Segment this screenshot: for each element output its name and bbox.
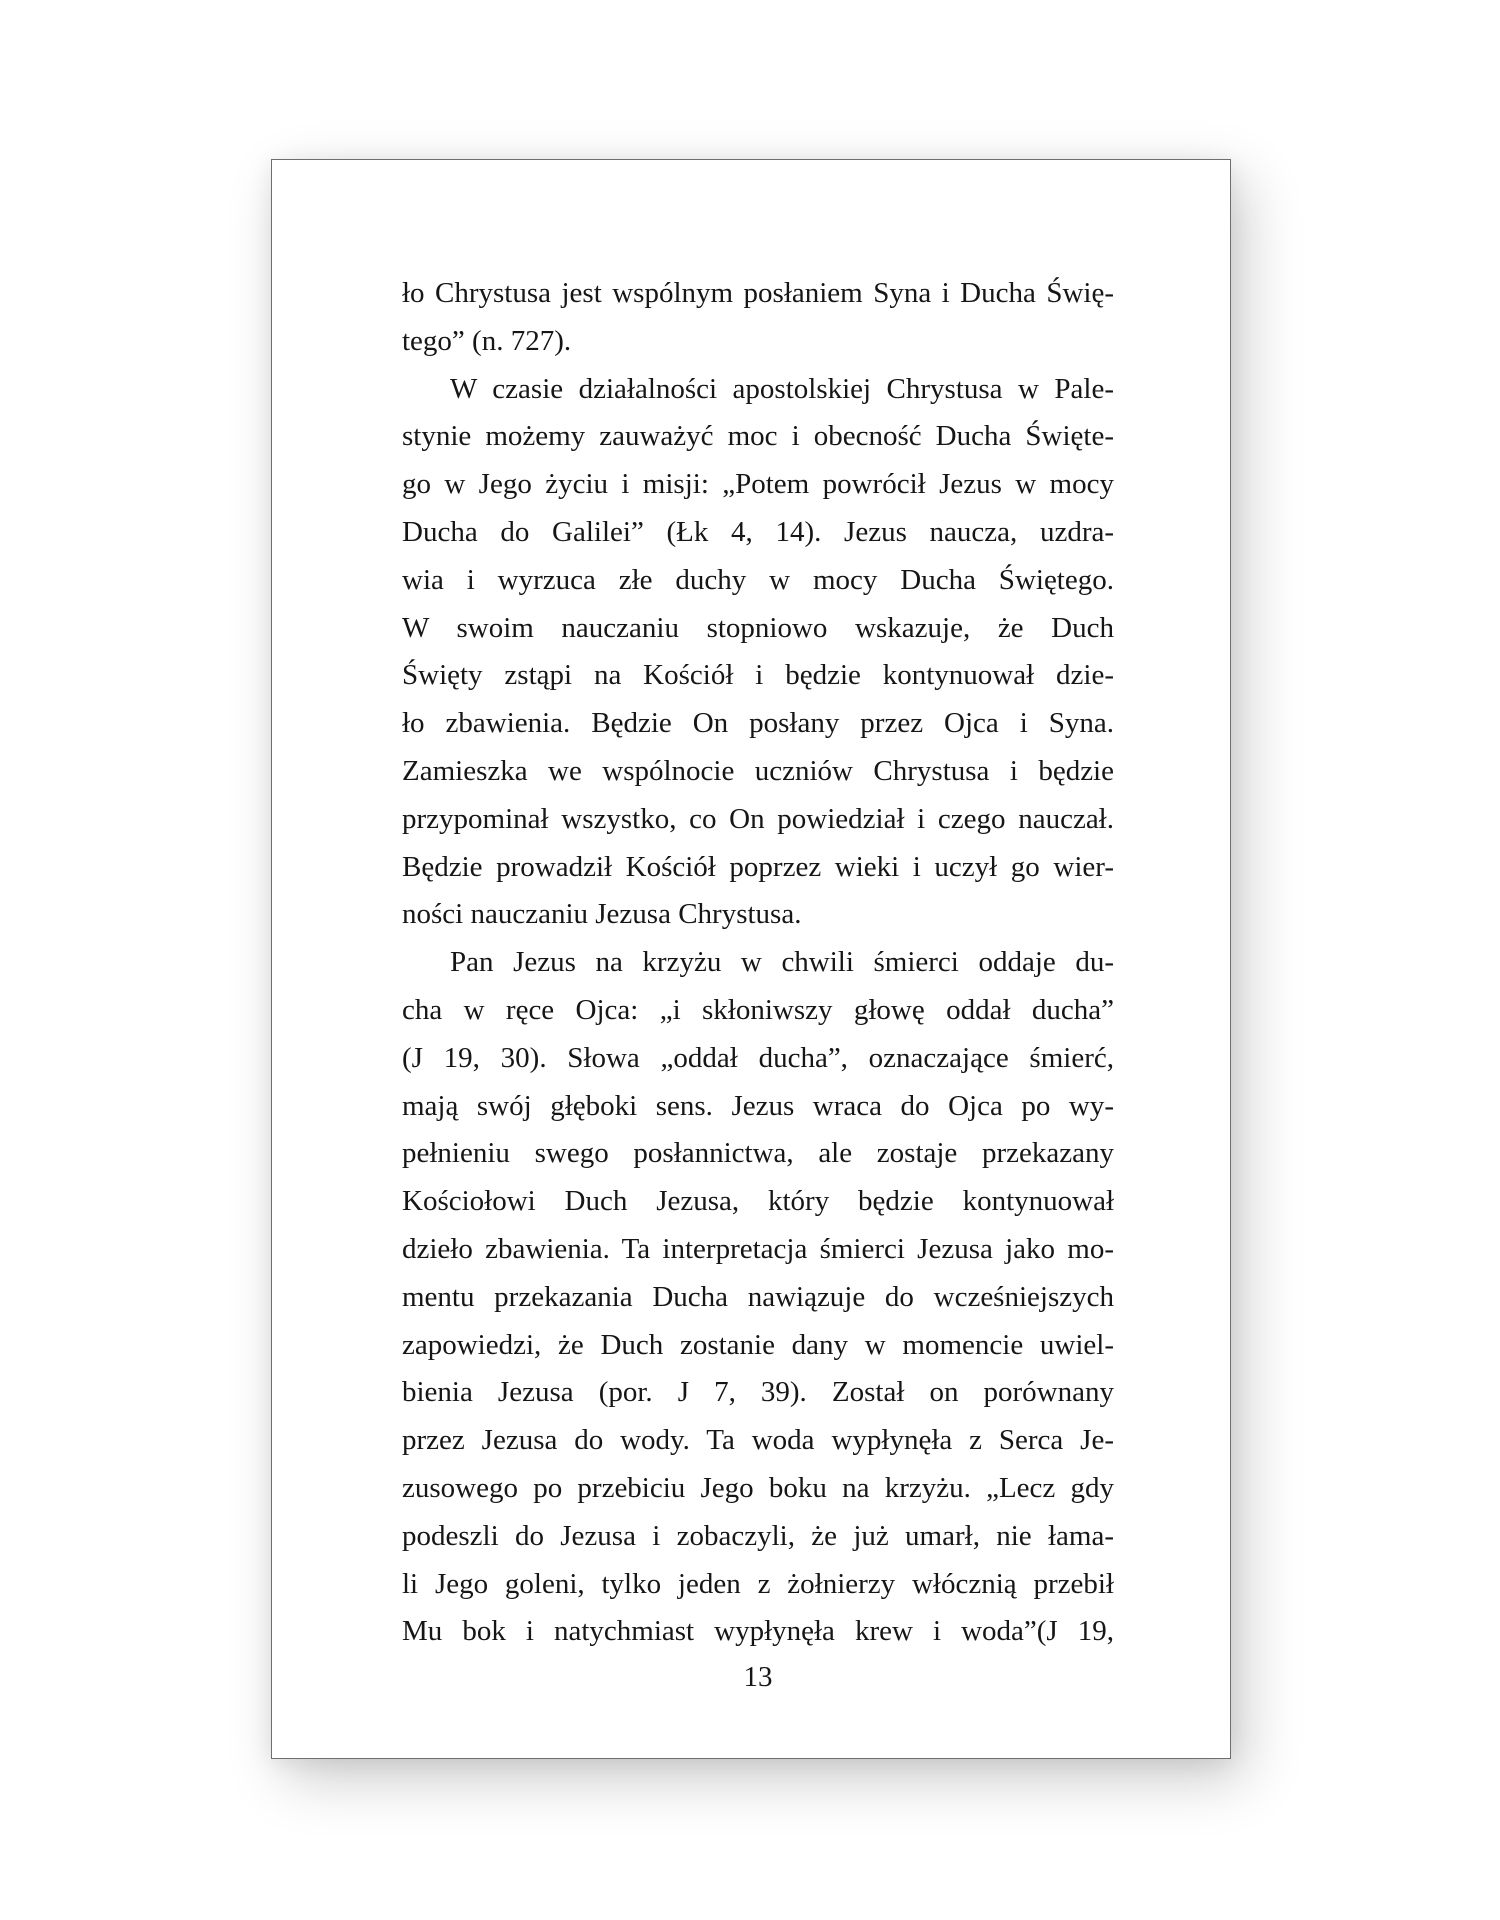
text-line: wia i wyrzuca złe duchy w mocy Ducha Świętego.	[402, 563, 1114, 596]
text-line: (J 19, 30). Słowa „oddał ducha”, oznaczające śmierć,	[402, 1041, 1114, 1074]
text-line: mentu przekazania Ducha nawiązuje do wcześniejszych	[402, 1280, 1114, 1313]
text-line: przypominał wszystko, co On powiedział i czego nauczał.	[402, 802, 1114, 835]
text-line: dzieło zbawienia. Ta interpretacja śmierci Jezusa jako mo-	[402, 1232, 1114, 1265]
text-line: tego” (n. 727).	[402, 324, 572, 357]
text-line: W czasie działalności apostolskiej Chrystusa w Pale-	[450, 372, 1114, 405]
text-line: ności nauczaniu Jezusa Chrystusa.	[402, 898, 802, 931]
text-line: pełnieniu swego posłannictwa, ale zostaje przekazany	[402, 1137, 1114, 1170]
text-line: zusowego po przebiciu Jego boku na krzyżu. „Lecz gdy	[402, 1471, 1114, 1504]
text-line: Ducha do Galilei” (Łk 4, 14). Jezus naucza, uzdra-	[402, 515, 1114, 548]
page-number: 13	[743, 1661, 773, 1693]
text-line: przez Jezusa do wody. Ta woda wypłynęła z Serca Je-	[402, 1424, 1114, 1457]
text-line: go w Jego życiu i misji: „Potem powrócił Jezus w mocy	[402, 468, 1114, 501]
text-line: Mu bok i natychmiast wypłynęła krew i woda”(J 19,	[402, 1615, 1114, 1648]
text-line: ło Chrystusa jest wspólnym posłaniem Syna i Ducha Świę-	[402, 277, 1114, 309]
book-page	[271, 159, 1231, 1759]
text-line: Święty zstąpi na Kościół i będzie kontynuował dzie-	[402, 659, 1114, 692]
text-line: cha w ręce Ojca: „i skłoniwszy głowę oddał ducha”	[402, 993, 1114, 1026]
text-line: Kościołowi Duch Jezusa, który będzie kontynuował	[402, 1185, 1114, 1218]
text-line: podeszli do Jezusa i zobaczyli, że już umarł, nie łama-	[402, 1519, 1114, 1552]
text-line: Zamieszka we wspólnocie uczniów Chrystusa i będzie	[402, 754, 1114, 787]
text-line: mają swój głęboki sens. Jezus wraca do Ojca po wy-	[402, 1089, 1114, 1122]
text-line: ło zbawienia. Będzie On posłany przez Ojca i Syna.	[402, 707, 1114, 740]
text-line: zapowiedzi, że Duch zostanie dany w momencie uwiel-	[402, 1328, 1114, 1361]
text-line: bienia Jezusa (por. J 7, 39). Został on porównany	[402, 1376, 1114, 1409]
text-line: li Jego goleni, tylko jeden z żołnierzy włócznią przebił	[402, 1567, 1114, 1600]
text-line: Pan Jezus na krzyżu w chwili śmierci oddaje du-	[450, 946, 1114, 979]
text-block	[402, 270, 1114, 1656]
text-line: W swoim nauczaniu stopniowo wskazuje, że Duch	[402, 611, 1114, 644]
text-line: stynie możemy zauważyć moc i obecność Ducha Święte-	[402, 420, 1114, 453]
text-line: Będzie prowadził Kościół poprzez wieki i uczył go wier-	[402, 850, 1114, 883]
